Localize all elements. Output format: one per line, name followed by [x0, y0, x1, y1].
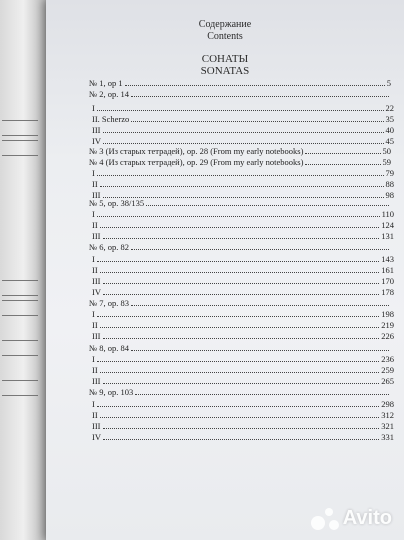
toc-entry [92, 399, 394, 409]
toc-entry [92, 432, 394, 442]
toc-entry [92, 376, 394, 386]
toc-entry [92, 276, 394, 286]
toc-entry-page: 5 [386, 78, 391, 88]
toc-entry [89, 387, 391, 397]
toc-entry-title: III [92, 331, 101, 341]
toc-entry [92, 114, 394, 124]
dot-leader [131, 248, 389, 250]
toc-entry [92, 168, 394, 178]
dot-leader [305, 152, 380, 154]
toc-entry-title: № 1, op 1 [89, 78, 123, 88]
dot-leader [131, 304, 389, 306]
music-staff-fragment [2, 300, 38, 316]
toc-entry-page: 331 [381, 432, 394, 442]
toc-entry-page: 59 [382, 157, 391, 167]
dot-leader [103, 142, 384, 144]
avito-logo-icon [311, 508, 339, 530]
toc-entry-page: 131 [381, 231, 394, 241]
toc-entry [92, 365, 394, 375]
music-staff-fragment [2, 340, 38, 356]
toc-entry-page: 110 [381, 209, 394, 219]
dot-leader [100, 326, 380, 328]
toc-entry-page: 298 [381, 399, 394, 409]
music-staff-fragment [2, 280, 38, 296]
toc-entry-page: 312 [381, 410, 394, 420]
toc-entry-title: II [92, 365, 98, 375]
toc-entry [92, 320, 394, 330]
dot-leader [97, 405, 379, 407]
toc-entry-title: II. Scherzo [92, 114, 130, 124]
dot-leader [125, 84, 385, 86]
toc-entry [89, 343, 391, 353]
toc-entry-title: II [92, 265, 98, 275]
dot-leader [131, 120, 383, 122]
toc-entry-title: № 3 (Из старых тетрадей), op. 28 (From my early notebooks) [89, 146, 304, 156]
dot-leader [100, 416, 380, 418]
toc-entry [92, 179, 394, 189]
dot-leader [103, 282, 380, 284]
toc-entry-title: III [92, 421, 101, 431]
toc-entry-page: 265 [381, 376, 394, 386]
dot-leader [103, 427, 380, 429]
toc-entry-title: № 5, op. 38/135 [89, 198, 145, 208]
toc-entry-page: 50 [382, 146, 391, 156]
toc-entry-title: № 6, op. 82 [89, 242, 129, 252]
toc-entry-title: III [92, 231, 101, 241]
toc-entry [89, 242, 391, 252]
toc-entry-page: 79 [385, 168, 394, 178]
dot-leader [100, 271, 380, 273]
adjacent-page-edge [0, 0, 52, 540]
toc-entry-page: 45 [385, 136, 394, 146]
toc-entry-title: I [92, 309, 95, 319]
dot-leader [97, 360, 379, 362]
toc-entry [89, 157, 391, 167]
toc-entry [92, 354, 394, 364]
dot-leader [103, 337, 380, 339]
toc-entry [89, 89, 391, 99]
toc-entry-page: 226 [381, 331, 394, 341]
toc-entry [92, 331, 394, 341]
toc-entry-title: II [92, 410, 98, 420]
toc-entry-title: № 8, op. 84 [89, 343, 129, 353]
dot-leader [135, 393, 389, 395]
dot-leader [97, 260, 379, 262]
toc-entry [92, 231, 394, 241]
toc-entry-title: I [92, 103, 95, 113]
dot-leader [103, 438, 379, 440]
toc-entry-page: 35 [385, 114, 394, 124]
toc-entry-page: 22 [385, 103, 394, 113]
dot-leader [131, 349, 389, 351]
dot-leader [97, 109, 384, 111]
music-staff-fragment [2, 120, 38, 136]
toc-entry-title: III [92, 376, 101, 386]
toc-entry [92, 220, 394, 230]
toc-entry [92, 421, 394, 431]
dot-leader [103, 382, 380, 384]
toc-entry-title: № 2, op. 14 [89, 89, 129, 99]
toc-entry-page: 198 [381, 309, 394, 319]
toc-entry [89, 298, 391, 308]
contents-title-ru: Содержание [198, 19, 252, 30]
dot-leader [103, 237, 380, 239]
toc-entry-page: 321 [381, 421, 394, 431]
toc-entry-page: 178 [381, 287, 394, 297]
dot-leader [146, 204, 389, 206]
toc-entry-title: I [92, 209, 95, 219]
dot-leader [103, 293, 379, 295]
avito-watermark [311, 507, 392, 530]
dot-leader [97, 174, 384, 176]
toc-entry-title: IV [92, 287, 101, 297]
section-title-en: SONATAS [200, 65, 250, 77]
toc-entry [89, 146, 391, 156]
toc-entry [92, 254, 394, 264]
dot-leader [97, 215, 380, 217]
dot-leader [131, 95, 389, 97]
toc-entry-title: III [92, 276, 101, 286]
dot-leader [100, 185, 384, 187]
toc-entry-title: I [92, 254, 95, 264]
toc-entry-title: № 9, op. 103 [89, 387, 134, 397]
toc-entry-page: 124 [381, 220, 394, 230]
toc-entry-page: 170 [381, 276, 394, 286]
dot-leader [103, 131, 384, 133]
music-staff-fragment [2, 380, 38, 396]
toc-entry [92, 209, 394, 219]
toc-entry [89, 78, 391, 88]
toc-entry-title: II [92, 320, 98, 330]
toc-entry [92, 125, 394, 135]
toc-entry [92, 309, 394, 319]
dot-leader [97, 315, 379, 317]
section-title-ru: СОНАТЫ [201, 53, 249, 65]
music-staff-fragment [2, 140, 38, 156]
toc-entry-page: 98 [385, 190, 394, 200]
toc-entry-title: IV [92, 136, 101, 146]
contents-title-en: Contents [207, 31, 243, 42]
toc-entry-page: 143 [381, 254, 394, 264]
toc-entry-page: 219 [381, 320, 394, 330]
toc-entry-page: 88 [385, 179, 394, 189]
toc-entry [92, 103, 394, 113]
toc-entry [92, 136, 394, 146]
dot-leader [305, 163, 380, 165]
toc-entry-page: 161 [381, 265, 394, 275]
toc-entry-title: I [92, 399, 95, 409]
dot-leader [100, 371, 380, 373]
toc-entry [92, 410, 394, 420]
toc-entry-title: № 4 (Из старых тетрадей), op. 29 (From my early notebooks) [89, 157, 304, 167]
dot-leader [100, 226, 380, 228]
toc-entry-title: II [92, 179, 98, 189]
book-page [46, 0, 404, 540]
toc-entry-page: 236 [381, 354, 394, 364]
toc-entry-title: III [92, 190, 101, 200]
toc-entry-title: I [92, 354, 95, 364]
toc-entry-page: 40 [385, 125, 394, 135]
toc-entry-title: III [92, 125, 101, 135]
toc-entry-title: № 7, op. 83 [89, 298, 129, 308]
watermark-text: Avito [342, 507, 392, 529]
toc-entry-title: II [92, 220, 98, 230]
toc-entry-page: 259 [381, 365, 394, 375]
toc-entry-title: I [92, 168, 95, 178]
toc-entry [92, 265, 394, 275]
toc-entry [89, 198, 391, 208]
toc-entry-title: IV [92, 432, 101, 442]
toc-entry [92, 287, 394, 297]
